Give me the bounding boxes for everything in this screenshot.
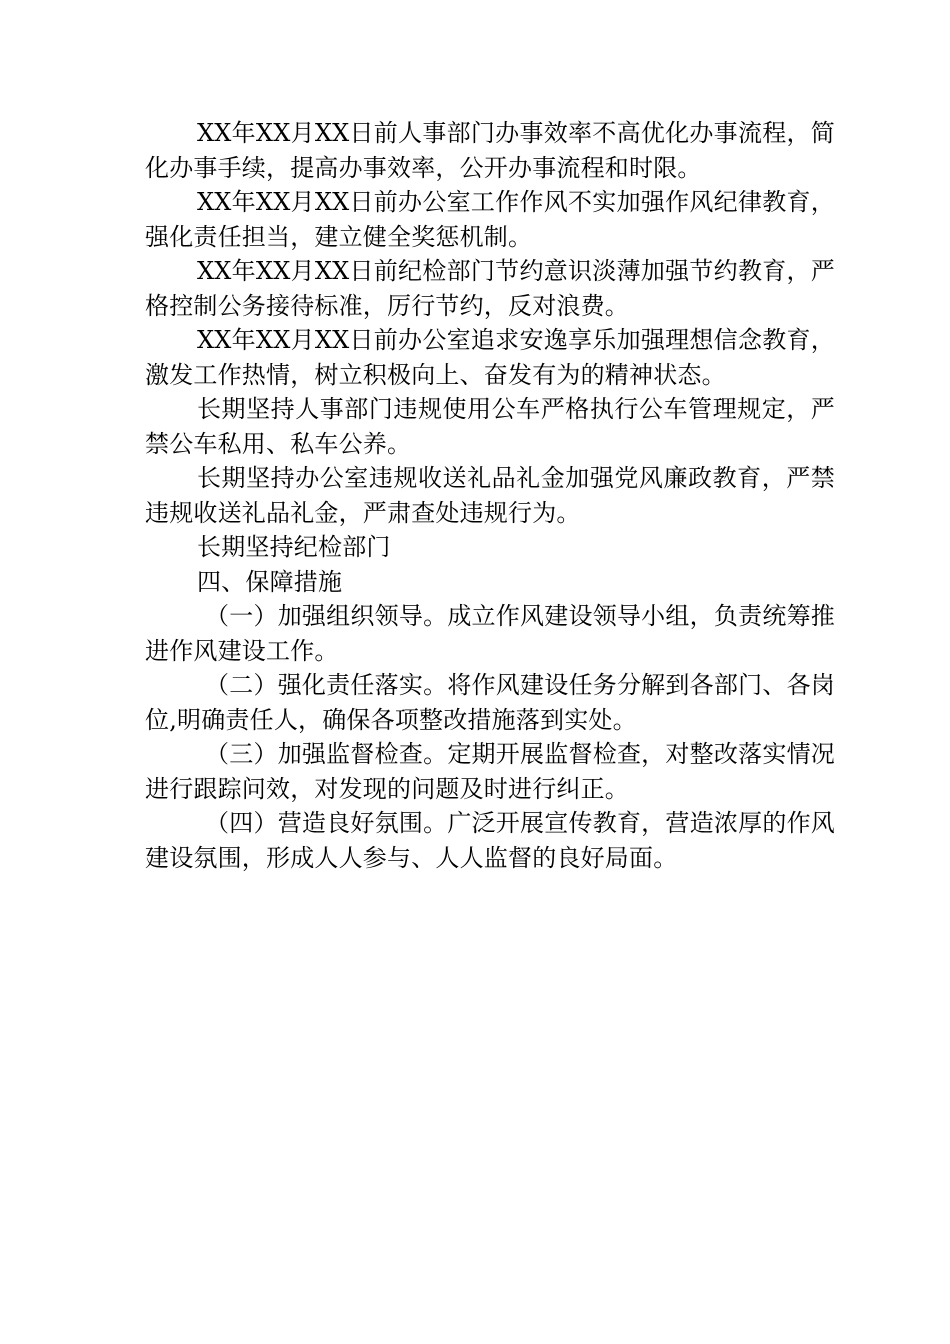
paragraph-hr-vehicle-use: 长期坚持人事部门违规使用公车严格执行公车管理规定，严禁公车私用、私车公养。 (145, 395, 835, 458)
safeguard-item-4: （四）营造良好氛围。广泛开展宣传教育，营造浓厚的作风建设氛围，形成人人参与、人人监督的良好局面。 (145, 809, 835, 872)
paragraph-office-work-style: XX年XX月XX日前办公室工作作风不实加强作风纪律教育，强化责任担当，建立健全奖惩机制。 (145, 188, 835, 251)
safeguard-item-1: （一）加强组织领导。成立作风建设领导小组，负责统筹推进作风建设工作。 (145, 602, 835, 665)
paragraph-discipline-dept: 长期坚持纪检部门 (197, 533, 391, 561)
paragraph-office-gifts: 长期坚持办公室违规收送礼品礼金加强党风廉政教育，严禁违规收送礼品礼金，严肃查处违规行为。 (145, 464, 835, 527)
paragraph-discipline-frugality: XX年XX月XX日前纪检部门节约意识淡薄加强节约教育，严格控制公务接待标准，厉行节约，反对浪费。 (145, 257, 835, 320)
paragraph-office-ideals: XX年XX月XX日前办公室追求安逸享乐加强理想信念教育，激发工作热情，树立积极向上、奋发有为的精神状态。 (145, 326, 835, 389)
safeguard-item-2: （二）强化责任落实。将作风建设任务分解到各部门、各岗位,明确责任人，确保各项整改措施落到实处。 (145, 671, 835, 734)
safeguard-item-3: （三）加强监督检查。定期开展监督检查，对整改落实情况进行跟踪问效，对发现的问题及时进行纠正。 (145, 740, 835, 803)
document-body (145, 116, 835, 875)
paragraph-hr-efficiency: XX年XX月XX日前人事部门办事效率不高优化办事流程，简化办事手续，提高办事效率，公开办事流程和时限。 (145, 119, 835, 182)
section-heading-safeguards: 四、保障措施 (197, 567, 343, 596)
